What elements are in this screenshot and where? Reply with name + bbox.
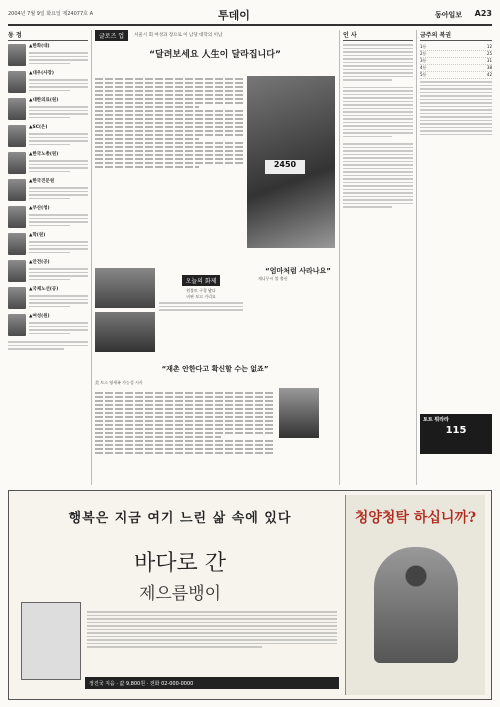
person-entry — [8, 44, 88, 66]
person-entry — [8, 260, 88, 282]
lottery-rank: 1등 — [420, 44, 427, 49]
person-name: ▲여성(원) — [29, 314, 50, 319]
second-text — [95, 390, 275, 456]
lottery-value: 31 — [486, 58, 492, 63]
person-name: ▲대한의료(원) — [29, 98, 59, 103]
person-name: ▲안전(공) — [29, 260, 50, 265]
section-title: 투데이 — [218, 9, 250, 22]
column-rule — [91, 30, 92, 485]
people-column — [8, 30, 88, 485]
person-name: ▲한국진문원 — [29, 179, 55, 184]
appointments-column — [343, 30, 413, 485]
person-name: ▲국제노선(공) — [29, 287, 59, 292]
person-entry — [8, 314, 88, 336]
ad-book-title: 바다로 간 — [133, 551, 226, 576]
small-ad-title: 토트 뭐라라 — [423, 417, 449, 423]
lottery-row — [420, 58, 492, 65]
race-bib: 2450 — [265, 160, 305, 174]
person-entry — [8, 287, 88, 309]
second-byline: 美 토스 영세족 가능성 시사 — [95, 380, 143, 385]
paper-name: 동아일보 — [434, 11, 462, 19]
people-list — [8, 44, 88, 336]
small-ad[interactable] — [420, 414, 492, 454]
lottery-value: 25 — [486, 51, 492, 56]
person-photo — [8, 71, 26, 93]
book-ad — [15, 497, 345, 693]
person-entry — [8, 71, 88, 93]
feature-area — [95, 30, 335, 485]
person-name: ▲학(원) — [29, 233, 46, 238]
feature-kicker: 글로즈 업 — [95, 30, 128, 41]
person-entry — [8, 233, 88, 255]
person-entry — [8, 179, 88, 201]
ad-body — [87, 609, 337, 650]
column-rule — [416, 30, 417, 485]
person-photo — [8, 260, 26, 282]
side-sub2: 비판 보고 거리요 — [186, 294, 216, 299]
ad-strip: 정진국 지음 · 값 9,800원 · 전화 02-000-0000 — [85, 677, 339, 689]
lottery-rank: 4등 — [420, 65, 427, 70]
book-title: “엄마처럼 사라나요” — [265, 267, 331, 275]
lottery-head: 금주의 복권 — [420, 30, 492, 41]
person-photo — [8, 125, 26, 147]
bottom-advertisement[interactable] — [8, 490, 492, 700]
lottery-rank: 2등 — [420, 51, 427, 56]
page-header — [8, 6, 492, 26]
person-entry — [8, 125, 88, 147]
lottery-rank: 5등 — [420, 72, 427, 77]
right-ad — [345, 495, 485, 695]
person-photo — [8, 44, 26, 66]
lottery-value: 38 — [486, 65, 492, 70]
event-photo — [95, 268, 155, 308]
person-name: ▲한국노총(원) — [29, 152, 59, 157]
person-entry — [8, 98, 88, 120]
person-entry — [8, 206, 88, 228]
second-title: “재촌 안한다고 확신할 수는 없죠” — [161, 365, 269, 373]
person-photo — [8, 233, 26, 255]
person-name: ▲대우(사장) — [29, 71, 54, 76]
person-photo — [8, 98, 26, 120]
book-review — [258, 266, 338, 282]
lottery-rank: 3등 — [420, 58, 427, 63]
book-sub: 재나무시 볼 출산 — [258, 276, 288, 281]
appointments-head: 인 사 — [343, 30, 413, 41]
small-ad-number: 115 — [445, 425, 467, 436]
page-number: A23 — [474, 9, 492, 18]
feature-text — [95, 76, 243, 170]
lottery-list — [420, 44, 492, 79]
figure-image — [374, 547, 458, 663]
person-photo — [8, 179, 26, 201]
people-head: 동 정 — [8, 30, 88, 41]
right-ad-headline: 청양청탁 하십니까? — [354, 510, 477, 526]
person-name: ▲한화(대) — [29, 44, 50, 49]
person-photo — [8, 206, 26, 228]
book-cover-image — [21, 602, 81, 680]
feature-deck: 서울시 회 여성과 장으로 이 남당 대학의 이남 — [134, 32, 223, 38]
person-photo — [8, 287, 26, 309]
lottery-value: 12 — [486, 44, 492, 49]
lottery-value: 42 — [486, 72, 492, 77]
person-photo — [8, 314, 26, 336]
lottery-row — [420, 44, 492, 51]
lottery-row — [420, 65, 492, 72]
ad-slogan: 행복은 지금 여기 느린 삶 속에 있다 — [68, 511, 292, 526]
portrait-photo — [279, 388, 319, 438]
ad-book-subtitle: 제으름뱅이 — [138, 584, 222, 604]
side-note — [159, 268, 243, 313]
side-kicker: 오늘의 화제 — [182, 275, 221, 286]
lottery-row — [420, 51, 492, 58]
issue-date: 2004년 7월 9일 화요일 제24077호 A — [8, 11, 94, 17]
crowd-photo — [95, 312, 155, 352]
person-name: ▲SC(은) — [29, 125, 48, 130]
feature-title: “달려보세요 人生이 달라집니다” — [149, 50, 281, 60]
column-rule — [339, 30, 340, 485]
person-entry — [8, 152, 88, 174]
person-photo — [8, 152, 26, 174]
lottery-row — [420, 72, 492, 79]
person-name: ▲부산(청) — [29, 206, 50, 211]
side-sub: 원볼트 구경 봤다 — [186, 288, 216, 293]
